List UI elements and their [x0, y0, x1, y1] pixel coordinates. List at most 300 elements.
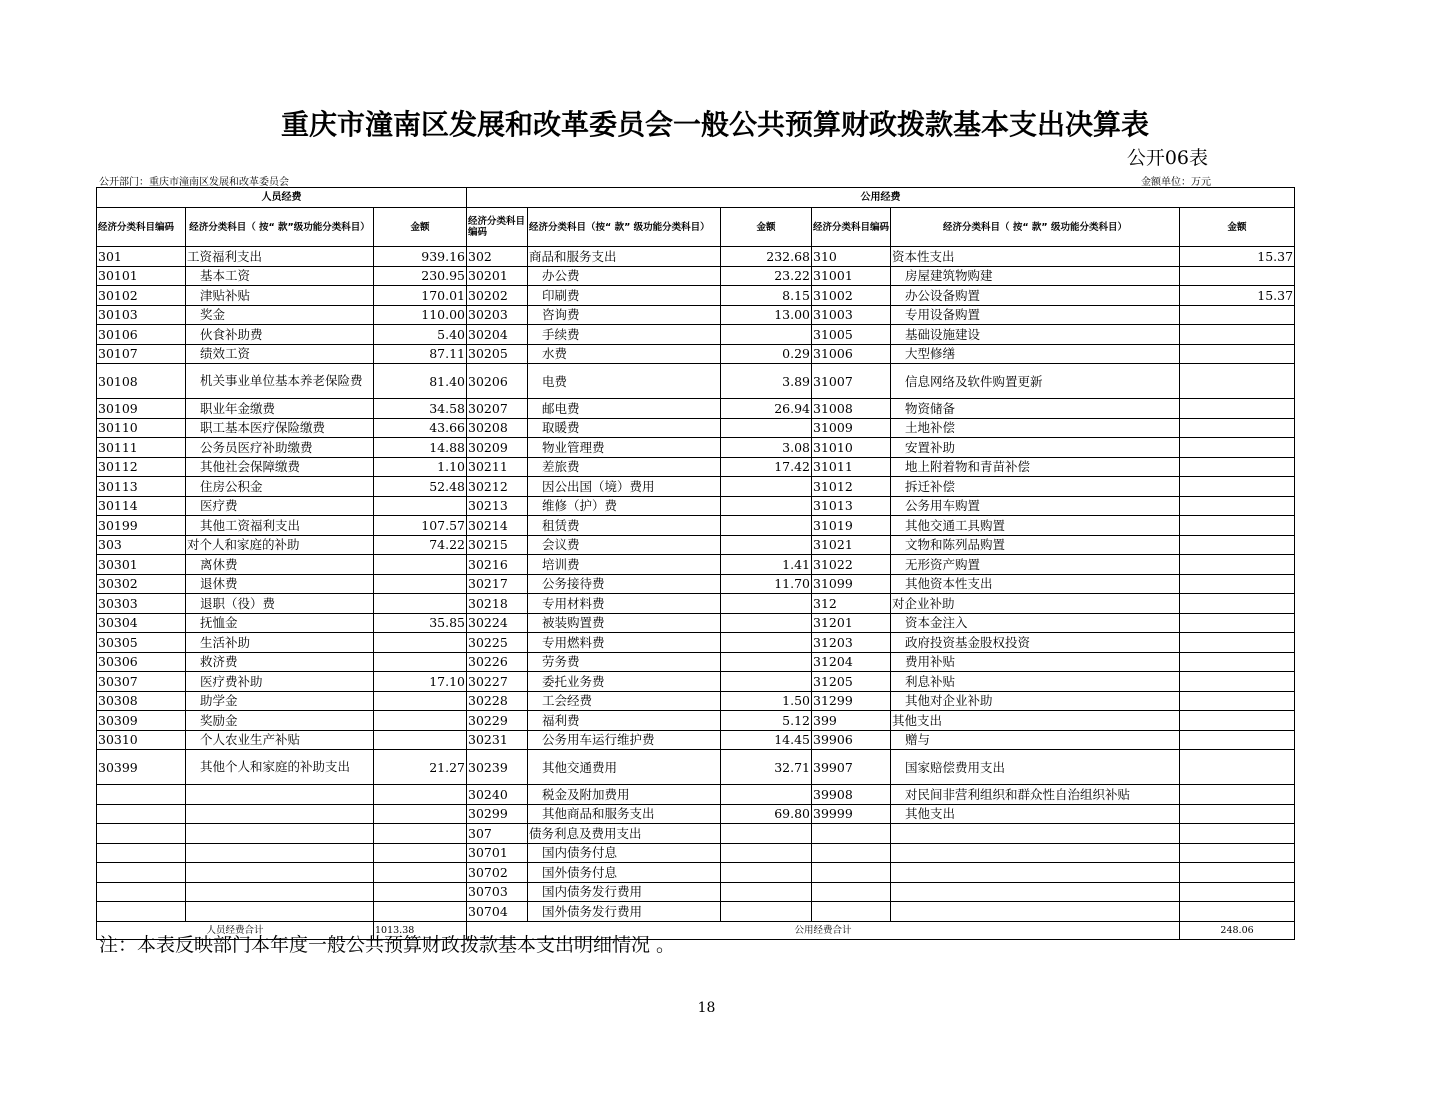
amount-cell: 5.40: [374, 325, 467, 345]
amount-cell: [1180, 824, 1295, 844]
code-cell: 31006: [812, 344, 891, 364]
table-row: [97, 750, 1295, 785]
item-name-cell: 费用补贴: [891, 652, 1180, 672]
item-name-cell: 公务用车购置: [891, 496, 1180, 516]
code-cell: 30213: [467, 496, 528, 516]
page-title: 重庆市潼南区发展和改革委员会一般公共预算财政拨款基本支出决算表: [280, 108, 1149, 141]
amount-cell: [721, 535, 812, 555]
code-cell: 30308: [97, 691, 186, 711]
personnel-total-label: 人员经费合计: [97, 921, 374, 939]
item-name-cell: 物资储备: [891, 399, 1180, 419]
amount-cell: 52.48: [374, 477, 467, 497]
footnote: 注：本表反映部门本年度一般公共预算财政拨款基本支出明细情况 。: [99, 934, 676, 956]
item-name-cell: 其他社会保障缴费: [186, 457, 374, 477]
amount-cell: [1180, 325, 1295, 345]
item-name-cell: 水费: [528, 344, 721, 364]
amount-cell: [374, 843, 467, 863]
table-row: [97, 477, 1295, 497]
amount-cell: [721, 672, 812, 692]
item-name-cell: 办公设备购置: [891, 286, 1180, 306]
code-cell: 30229: [467, 711, 528, 731]
code-cell: [97, 804, 186, 824]
code-cell: 30109: [97, 399, 186, 419]
amount-cell: [374, 652, 467, 672]
code-cell: 30114: [97, 496, 186, 516]
item-name-cell: 税金及附加费用: [528, 785, 721, 805]
code-cell: 30206: [467, 364, 528, 399]
code-cell: 302: [467, 247, 528, 267]
item-name-cell: 差旅费: [528, 457, 721, 477]
item-name-cell: 房屋建筑物购建: [891, 266, 1180, 286]
item-name-cell: 咨询费: [528, 305, 721, 325]
amount-cell: [721, 863, 812, 883]
code-cell: 30303: [97, 594, 186, 614]
code-cell: 303: [97, 535, 186, 555]
code-cell: [97, 785, 186, 805]
item-name-cell: [891, 902, 1180, 922]
code-cell: 31010: [812, 438, 891, 458]
code-cell: 30304: [97, 613, 186, 633]
amount-cell: [374, 633, 467, 653]
amount-cell: [1180, 863, 1295, 883]
table-row: [97, 902, 1295, 922]
code-cell: 39906: [812, 730, 891, 750]
code-cell: 31009: [812, 418, 891, 438]
amount-cell: [721, 882, 812, 902]
amount-cell: [721, 633, 812, 653]
code-cell: [812, 902, 891, 922]
amount-cell: 15.37: [1180, 247, 1295, 267]
code-cell: 30101: [97, 266, 186, 286]
amount-cell: [374, 711, 467, 731]
amount-cell: 11.70: [721, 574, 812, 594]
table-row: [97, 574, 1295, 594]
code-cell: [812, 882, 891, 902]
item-name-cell: [891, 843, 1180, 863]
amount-cell: 87.11: [374, 344, 467, 364]
amount-cell: [721, 824, 812, 844]
public-total-label: 公用经费合计: [467, 921, 1180, 939]
code-cell: 30205: [467, 344, 528, 364]
code-cell: 31299: [812, 691, 891, 711]
item-name-cell: 抚恤金: [186, 613, 374, 633]
code-cell: 31007: [812, 364, 891, 399]
group-header-row: [97, 188, 1295, 208]
amount-cell: [1180, 843, 1295, 863]
item-name-cell: 手续费: [528, 325, 721, 345]
header-name-a: 经济分类科目（ 按“ 款”级功能分类科目）: [186, 208, 374, 247]
amount-cell: [721, 902, 812, 922]
item-name-cell: 其他个人和家庭的补助支出: [186, 750, 374, 785]
code-cell: 31011: [812, 457, 891, 477]
amount-cell: 232.68: [721, 247, 812, 267]
item-name-cell: 其他商品和服务支出: [528, 804, 721, 824]
code-cell: 30704: [467, 902, 528, 922]
table-row: [97, 305, 1295, 325]
code-cell: 30224: [467, 613, 528, 633]
expenditure-table: [96, 187, 1295, 940]
item-name-cell: 国家赔偿费用支出: [891, 750, 1180, 785]
code-cell: 312: [812, 594, 891, 614]
amount-cell: [1180, 516, 1295, 536]
column-header-row: [97, 208, 1295, 247]
amount-cell: 8.15: [721, 286, 812, 306]
code-cell: 30218: [467, 594, 528, 614]
item-name-cell: 物业管理费: [528, 438, 721, 458]
table-row: [97, 516, 1295, 536]
code-cell: 31099: [812, 574, 891, 594]
code-cell: 30239: [467, 750, 528, 785]
amount-cell: 17.10: [374, 672, 467, 692]
item-name-cell: 国内债务付息: [528, 843, 721, 863]
item-name-cell: [186, 824, 374, 844]
item-name-cell: 医疗费补助: [186, 672, 374, 692]
table-row: [97, 496, 1295, 516]
table-row: [97, 633, 1295, 653]
amount-cell: 14.88: [374, 438, 467, 458]
code-cell: 30231: [467, 730, 528, 750]
code-cell: 399: [812, 711, 891, 731]
code-cell: 30310: [97, 730, 186, 750]
code-cell: 39908: [812, 785, 891, 805]
item-name-cell: 电费: [528, 364, 721, 399]
amount-cell: [374, 882, 467, 902]
amount-cell: 230.95: [374, 266, 467, 286]
item-name-cell: 文物和陈列品购置: [891, 535, 1180, 555]
code-cell: 307: [467, 824, 528, 844]
amount-cell: [374, 824, 467, 844]
amount-cell: [1180, 555, 1295, 575]
amount-cell: [1180, 574, 1295, 594]
amount-cell: 43.66: [374, 418, 467, 438]
item-name-cell: 职业年金缴费: [186, 399, 374, 419]
amount-cell: [1180, 633, 1295, 653]
item-name-cell: 办公费: [528, 266, 721, 286]
item-name-cell: 专用材料费: [528, 594, 721, 614]
item-name-cell: [186, 804, 374, 824]
code-cell: 30202: [467, 286, 528, 306]
header-amount-b: 金额: [721, 208, 812, 247]
item-name-cell: 维修（护）费: [528, 496, 721, 516]
table-row: [97, 882, 1295, 902]
item-name-cell: [186, 902, 374, 922]
table-row: [97, 364, 1295, 399]
table-row: [97, 418, 1295, 438]
code-cell: 30201: [467, 266, 528, 286]
code-cell: 31005: [812, 325, 891, 345]
code-cell: [97, 824, 186, 844]
item-name-cell: 其他支出: [891, 711, 1180, 731]
item-name-cell: 资本金注入: [891, 613, 1180, 633]
item-name-cell: 印刷费: [528, 286, 721, 306]
code-cell: [97, 882, 186, 902]
table-row: [97, 438, 1295, 458]
code-cell: 30702: [467, 863, 528, 883]
item-name-cell: 其他工资福利支出: [186, 516, 374, 536]
item-name-cell: 政府投资基金股权投资: [891, 633, 1180, 653]
item-name-cell: [186, 882, 374, 902]
amount-cell: [721, 843, 812, 863]
item-name-cell: 土地补偿: [891, 418, 1180, 438]
item-name-cell: 基本工资: [186, 266, 374, 286]
amount-cell: [1180, 711, 1295, 731]
item-name-cell: 生活补助: [186, 633, 374, 653]
amount-cell: [1180, 882, 1295, 902]
code-cell: 30102: [97, 286, 186, 306]
amount-cell: [374, 902, 467, 922]
item-name-cell: 国内债务发行费用: [528, 882, 721, 902]
item-name-cell: 会议费: [528, 535, 721, 555]
amount-cell: 3.08: [721, 438, 812, 458]
item-name-cell: 津贴补贴: [186, 286, 374, 306]
amount-cell: 23.22: [721, 266, 812, 286]
item-name-cell: 医疗费: [186, 496, 374, 516]
item-name-cell: 对企业补助: [891, 594, 1180, 614]
amount-cell: [1180, 266, 1295, 286]
table-row: [97, 555, 1295, 575]
item-name-cell: 债务利息及费用支出: [528, 824, 721, 844]
item-name-cell: [186, 843, 374, 863]
code-cell: [812, 824, 891, 844]
amount-cell: [1180, 730, 1295, 750]
code-cell: 30214: [467, 516, 528, 536]
amount-cell: [1180, 691, 1295, 711]
item-name-cell: [891, 863, 1180, 883]
code-cell: 30208: [467, 418, 528, 438]
amount-cell: [1180, 535, 1295, 555]
table-row: [97, 247, 1295, 267]
table-row: [97, 325, 1295, 345]
unit-label: 金额单位：万元: [1141, 177, 1211, 188]
code-cell: 39999: [812, 804, 891, 824]
code-cell: 30399: [97, 750, 186, 785]
amount-cell: [721, 325, 812, 345]
amount-cell: 69.80: [721, 804, 812, 824]
item-name-cell: 大型修缮: [891, 344, 1180, 364]
code-cell: 30112: [97, 457, 186, 477]
code-cell: [812, 843, 891, 863]
item-name-cell: 助学金: [186, 691, 374, 711]
item-name-cell: 安置补助: [891, 438, 1180, 458]
amount-cell: [1180, 364, 1295, 399]
table-row: [97, 344, 1295, 364]
code-cell: 31003: [812, 305, 891, 325]
item-name-cell: [891, 882, 1180, 902]
item-name-cell: 对民间非营利组织和群众性自治组织补贴: [891, 785, 1180, 805]
code-cell: 39907: [812, 750, 891, 785]
item-name-cell: 地上附着物和青苗补偿: [891, 457, 1180, 477]
item-name-cell: 无形资产购置: [891, 555, 1180, 575]
page-number: 18: [697, 1000, 716, 1016]
amount-cell: [1180, 399, 1295, 419]
code-cell: 30305: [97, 633, 186, 653]
amount-cell: [1180, 418, 1295, 438]
amount-cell: [374, 574, 467, 594]
table-row: [97, 824, 1295, 844]
code-cell: 30215: [467, 535, 528, 555]
header-code-b: 经济分类科目编码: [467, 208, 528, 247]
item-name-cell: 其他资本性支出: [891, 574, 1180, 594]
item-name-cell: [186, 863, 374, 883]
amount-cell: 74.22: [374, 535, 467, 555]
amount-cell: [1180, 750, 1295, 785]
item-name-cell: 租赁费: [528, 516, 721, 536]
header-name-b: 经济分类科目（按“ 款” 级功能分类科目）: [528, 208, 721, 247]
amount-cell: [721, 477, 812, 497]
table-row: [97, 286, 1295, 306]
code-cell: [812, 863, 891, 883]
table-row: [97, 843, 1295, 863]
amount-cell: [1180, 652, 1295, 672]
group-personnel: 人员经费: [97, 188, 467, 208]
item-name-cell: 利息补贴: [891, 672, 1180, 692]
code-cell: 31204: [812, 652, 891, 672]
item-name-cell: 对个人和家庭的补助: [186, 535, 374, 555]
amount-cell: [1180, 477, 1295, 497]
table-row: [97, 804, 1295, 824]
code-cell: 31019: [812, 516, 891, 536]
code-cell: [97, 843, 186, 863]
group-public: 公用经费: [467, 188, 1295, 208]
item-name-cell: 绩效工资: [186, 344, 374, 364]
table-row: [97, 711, 1295, 731]
item-name-cell: 机关事业单位基本养老保险费: [186, 364, 374, 399]
item-name-cell: 培训费: [528, 555, 721, 575]
item-name-cell: [891, 824, 1180, 844]
item-name-cell: 商品和服务支出: [528, 247, 721, 267]
personnel-total-value: 1013.38: [374, 921, 467, 939]
amount-cell: [1180, 672, 1295, 692]
amount-cell: 13.00: [721, 305, 812, 325]
amount-cell: [374, 496, 467, 516]
item-name-cell: 其他对企业补助: [891, 691, 1180, 711]
item-name-cell: [186, 785, 374, 805]
code-cell: [97, 863, 186, 883]
item-name-cell: 取暖费: [528, 418, 721, 438]
table-row: [97, 399, 1295, 419]
code-cell: 30240: [467, 785, 528, 805]
amount-cell: [1180, 613, 1295, 633]
code-cell: 30703: [467, 882, 528, 902]
item-name-cell: 其他交通工具购置: [891, 516, 1180, 536]
item-name-cell: 奖励金: [186, 711, 374, 731]
amount-cell: [1180, 344, 1295, 364]
amount-cell: [1180, 902, 1295, 922]
amount-cell: [1180, 305, 1295, 325]
item-name-cell: 委托业务费: [528, 672, 721, 692]
code-cell: 30225: [467, 633, 528, 653]
code-cell: 31002: [812, 286, 891, 306]
item-name-cell: 职工基本医疗保险缴费: [186, 418, 374, 438]
item-name-cell: 个人农业生产补贴: [186, 730, 374, 750]
item-name-cell: 资本性支出: [891, 247, 1180, 267]
code-cell: 31022: [812, 555, 891, 575]
code-cell: 30107: [97, 344, 186, 364]
item-name-cell: 公务员医疗补助缴费: [186, 438, 374, 458]
item-name-cell: 伙食补助费: [186, 325, 374, 345]
code-cell: 31001: [812, 266, 891, 286]
code-cell: [97, 902, 186, 922]
item-name-cell: 赠与: [891, 730, 1180, 750]
item-name-cell: 国外债务付息: [528, 863, 721, 883]
amount-cell: 1.50: [721, 691, 812, 711]
table-row: [97, 652, 1295, 672]
amount-cell: [374, 730, 467, 750]
code-cell: 30111: [97, 438, 186, 458]
amount-cell: [374, 785, 467, 805]
code-cell: 30113: [97, 477, 186, 497]
item-name-cell: 救济费: [186, 652, 374, 672]
amount-cell: [721, 496, 812, 516]
amount-cell: [374, 555, 467, 575]
item-name-cell: 公务接待费: [528, 574, 721, 594]
amount-cell: [1180, 804, 1295, 824]
table-row: [97, 863, 1295, 883]
item-name-cell: 奖金: [186, 305, 374, 325]
code-cell: 31012: [812, 477, 891, 497]
code-cell: 30106: [97, 325, 186, 345]
item-name-cell: 被装购置费: [528, 613, 721, 633]
code-cell: 30212: [467, 477, 528, 497]
item-name-cell: 公务用车运行维护费: [528, 730, 721, 750]
table-row: [97, 730, 1295, 750]
code-cell: 30307: [97, 672, 186, 692]
amount-cell: [374, 863, 467, 883]
amount-cell: 32.71: [721, 750, 812, 785]
code-cell: 31205: [812, 672, 891, 692]
item-name-cell: 专用燃料费: [528, 633, 721, 653]
department-label: 公开部门：重庆市潼南区发展和改革委员会: [99, 177, 289, 188]
item-name-cell: 国外债务发行费用: [528, 902, 721, 922]
amount-cell: [1180, 496, 1295, 516]
amount-cell: 81.40: [374, 364, 467, 399]
table-row: [97, 613, 1295, 633]
code-cell: 30299: [467, 804, 528, 824]
amount-cell: [721, 418, 812, 438]
code-cell: 30306: [97, 652, 186, 672]
table-row: [97, 672, 1295, 692]
code-cell: 30108: [97, 364, 186, 399]
code-cell: 301: [97, 247, 186, 267]
amount-cell: 110.00: [374, 305, 467, 325]
header-amount-a: 金额: [374, 208, 467, 247]
item-name-cell: 工资福利支出: [186, 247, 374, 267]
code-cell: 30199: [97, 516, 186, 536]
code-cell: 30216: [467, 555, 528, 575]
amount-cell: [721, 613, 812, 633]
header-amount-c: 金额: [1180, 208, 1295, 247]
item-name-cell: 邮电费: [528, 399, 721, 419]
amount-cell: [374, 804, 467, 824]
code-cell: 30204: [467, 325, 528, 345]
code-cell: 310: [812, 247, 891, 267]
amount-cell: 34.58: [374, 399, 467, 419]
code-cell: 30209: [467, 438, 528, 458]
code-cell: 30103: [97, 305, 186, 325]
code-cell: 30309: [97, 711, 186, 731]
amount-cell: 21.27: [374, 750, 467, 785]
amount-cell: 26.94: [721, 399, 812, 419]
code-cell: 30211: [467, 457, 528, 477]
table-row: [97, 535, 1295, 555]
code-cell: 31201: [812, 613, 891, 633]
code-cell: 30203: [467, 305, 528, 325]
item-name-cell: 工会经费: [528, 691, 721, 711]
table-row: [97, 691, 1295, 711]
code-cell: 30301: [97, 555, 186, 575]
item-name-cell: 拆迁补偿: [891, 477, 1180, 497]
amount-cell: 3.89: [721, 364, 812, 399]
